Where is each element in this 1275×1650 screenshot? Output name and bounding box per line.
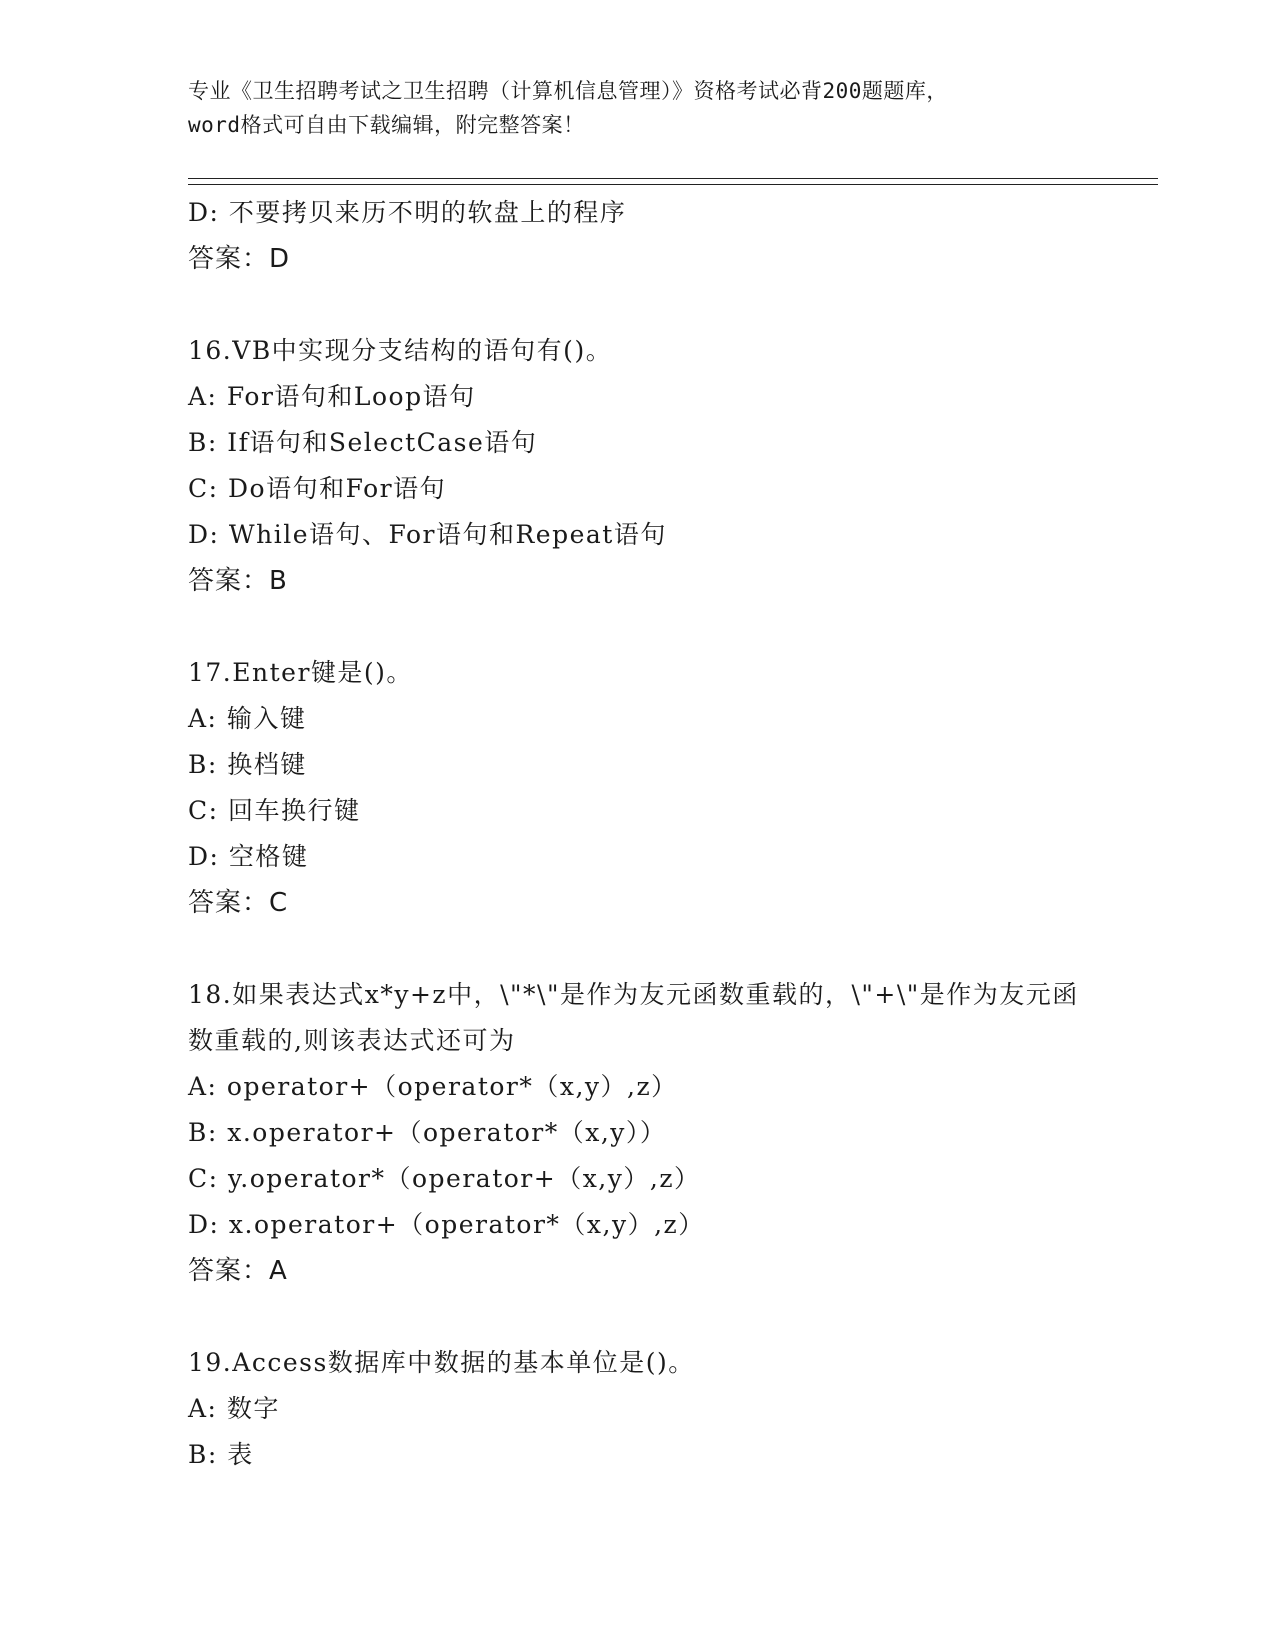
question-block — [188, 328, 1138, 604]
header-divider-top — [188, 178, 1158, 179]
question-stem: 18.如果表达式x*y+z中，\"*\"是作为友元函数重载的，\"+\"是作为友元函数重载的,则该表达式还可为 — [188, 980, 1079, 1055]
option-c: C: y.operator*（operator+（x,y）,z） — [188, 1164, 701, 1193]
option-a: A: For语句和Loop语句 — [188, 382, 476, 411]
option-d: D: 不要拷贝来历不明的软盘上的程序 — [188, 198, 627, 227]
answer-line: 答案：A — [188, 1256, 288, 1286]
option-c: C: Do语句和For语句 — [188, 474, 447, 503]
option-b: B: 换档键 — [188, 750, 307, 779]
option-c: C: 回车换行键 — [188, 796, 361, 825]
option-d: D: 空格键 — [188, 842, 309, 871]
answer-line: 答案：B — [188, 566, 288, 596]
question-block — [188, 650, 1138, 926]
answer-line: 答案：C — [188, 888, 289, 918]
spacer — [188, 604, 1138, 650]
spacer — [188, 926, 1138, 972]
question-block — [188, 972, 1138, 1294]
question-block — [188, 1340, 1138, 1478]
spacer — [188, 282, 1138, 328]
question-stem: 19.Access数据库中数据的基本单位是()。 — [188, 1348, 695, 1377]
option-d: D: While语句、For语句和Repeat语句 — [188, 520, 667, 549]
answer-line: 答案：D — [188, 244, 291, 274]
header-divider-bottom — [188, 184, 1158, 185]
option-a: A: 输入键 — [188, 704, 307, 733]
option-a: A: 数字 — [188, 1394, 280, 1423]
question-stem: 17.Enter键是()。 — [188, 658, 413, 687]
spacer — [188, 1294, 1138, 1340]
option-b: B: x.operator+（operator*（x,y）） — [188, 1118, 667, 1147]
option-a: A: operator+（operator*（x,y）,z） — [188, 1072, 678, 1101]
option-b: B: 表 — [188, 1440, 254, 1469]
option-d: D: x.operator+（operator*（x,y）,z） — [188, 1210, 705, 1239]
document-header — [188, 74, 1088, 142]
header-line-2: word格式可自由下载编辑，附完整答案！ — [188, 113, 585, 137]
question-list — [188, 190, 1138, 1478]
header-line-1: 专业《卫生招聘考试之卫生招聘（计算机信息管理）》资格考试必背200题题库， — [188, 79, 948, 103]
option-b: B: If语句和SelectCase语句 — [188, 428, 538, 457]
question-stem: 16.VB中实现分支结构的语句有()。 — [188, 336, 613, 365]
